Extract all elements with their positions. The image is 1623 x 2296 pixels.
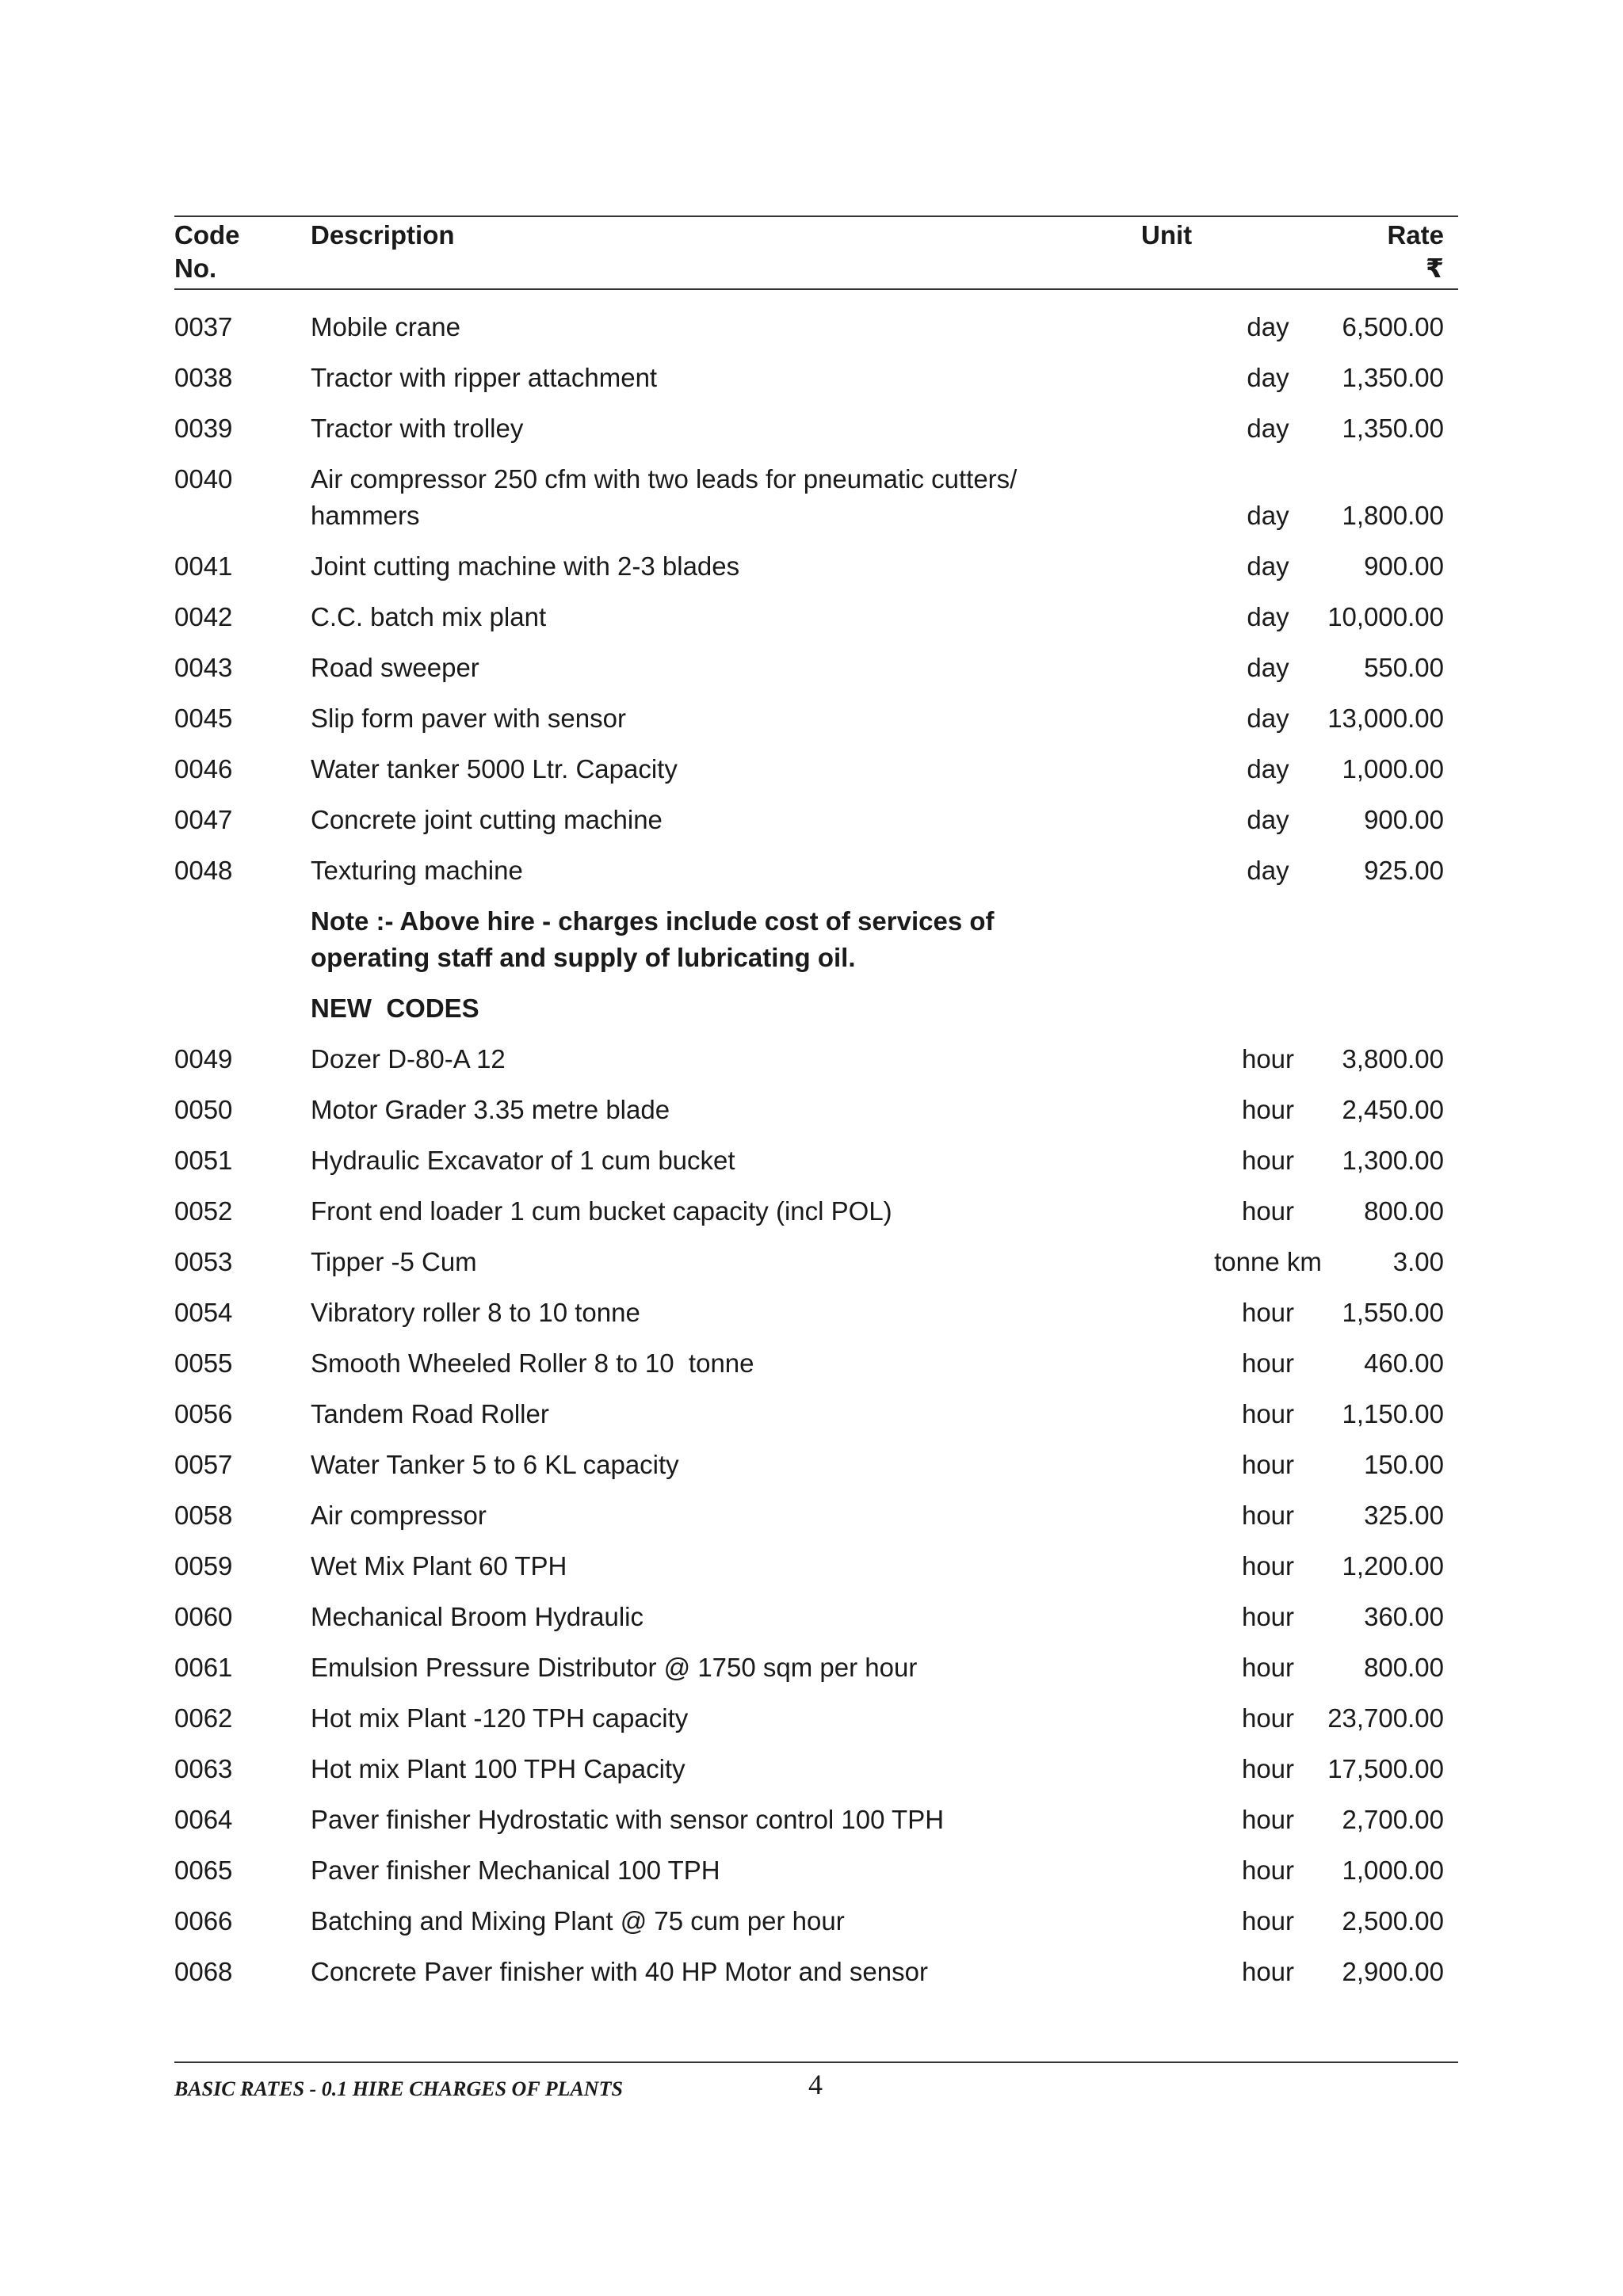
table-row xyxy=(174,751,1458,802)
table-row xyxy=(174,1345,1458,1396)
cell-rate: 800.00 xyxy=(1364,1653,1444,1682)
table-row xyxy=(174,1751,1458,1802)
cell-description: Paver finisher Hydrostatic with sensor control 100 TPH xyxy=(311,1805,945,1834)
header-unit: Unit xyxy=(1141,220,1193,250)
note-line2: operating staff and supply of lubricating oil. xyxy=(311,943,856,972)
cell-code: 0065 xyxy=(174,1855,233,1885)
table-row xyxy=(174,1700,1458,1751)
cell-rate: 6,500.00 xyxy=(1342,312,1444,341)
cell-rate: 900.00 xyxy=(1364,551,1444,581)
cell-description: Texturing machine xyxy=(311,856,523,885)
cell-code: 0049 xyxy=(174,1044,233,1074)
cell-unit: day xyxy=(1247,501,1289,530)
cell-description-line1: Air compressor 250 cfm with two leads for pneumatic cutters/ xyxy=(311,464,1018,494)
cell-description: Smooth Wheeled Roller 8 to 10 tonne xyxy=(311,1348,754,1378)
cell-code: 0042 xyxy=(174,602,233,631)
cell-description: Dozer D-80-A 12 xyxy=(311,1044,506,1074)
page-number: 4 xyxy=(808,2069,823,2100)
cell-description: Paver finisher Mechanical 100 TPH xyxy=(311,1855,720,1885)
table-body xyxy=(174,309,1458,2004)
cell-unit: hour xyxy=(1241,1196,1295,1226)
cell-unit: hour xyxy=(1241,1855,1295,1885)
cell-description: C.C. batch mix plant xyxy=(311,602,547,631)
cell-rate: 1,350.00 xyxy=(1342,363,1444,392)
cell-description: Tractor with trolley xyxy=(311,414,524,443)
table-row xyxy=(174,1447,1458,1497)
table-row xyxy=(174,650,1458,700)
cell-description: Mobile crane xyxy=(311,312,460,341)
cell-rate: 150.00 xyxy=(1364,1450,1444,1479)
cell-description xyxy=(311,461,1198,534)
header-rate-label: Rate xyxy=(1387,220,1444,250)
cell-unit: hour xyxy=(1241,1298,1295,1327)
header-code-line2: No. xyxy=(174,254,217,283)
cell-rate: 1,300.00 xyxy=(1342,1146,1444,1175)
table-row xyxy=(174,1548,1458,1599)
cell-rate: 2,900.00 xyxy=(1342,1957,1444,1986)
cell-description: Tractor with ripper attachment xyxy=(311,363,658,392)
cell-unit: hour xyxy=(1241,1805,1295,1834)
cell-code: 0041 xyxy=(174,551,233,581)
cell-rate: 1,000.00 xyxy=(1342,754,1444,784)
cell-rate: 1,150.00 xyxy=(1342,1399,1444,1428)
cell-description: Hot mix Plant -120 TPH capacity xyxy=(311,1703,689,1733)
cell-description: Tandem Road Roller xyxy=(311,1399,549,1428)
cell-description: Hydraulic Excavator of 1 cum bucket xyxy=(311,1146,735,1175)
footer-rule xyxy=(174,2061,1458,2063)
table-row xyxy=(174,1244,1458,1295)
cell-code: 0047 xyxy=(174,805,233,834)
cell-unit: day xyxy=(1247,602,1289,631)
cell-code: 0043 xyxy=(174,653,233,682)
new-codes-rows xyxy=(174,1041,1458,2004)
table-row xyxy=(174,461,1458,548)
cell-rate: 3.00 xyxy=(1392,1247,1444,1276)
cell-code: 0050 xyxy=(174,1095,233,1124)
cell-code: 0051 xyxy=(174,1146,233,1175)
cell-rate: 900.00 xyxy=(1364,805,1444,834)
cell-unit: day xyxy=(1247,805,1289,834)
cell-unit: day xyxy=(1247,414,1289,443)
cell-rate: 2,500.00 xyxy=(1342,1906,1444,1936)
cell-rate: 17,500.00 xyxy=(1327,1754,1444,1783)
cell-unit: hour xyxy=(1241,1957,1295,1986)
cell-description: Motor Grader 3.35 metre blade xyxy=(311,1095,670,1124)
cell-code: 0060 xyxy=(174,1602,233,1631)
cell-code: 0037 xyxy=(174,312,233,341)
header-code-line1: Code xyxy=(174,220,240,250)
table-row xyxy=(174,1396,1458,1447)
cell-rate: 1,550.00 xyxy=(1342,1298,1444,1327)
table-row xyxy=(174,700,1458,751)
cell-rate: 460.00 xyxy=(1364,1348,1444,1378)
cell-unit: day xyxy=(1247,363,1289,392)
cell-rate: 1,800.00 xyxy=(1342,501,1444,530)
cell-unit: day xyxy=(1247,754,1289,784)
cell-unit: hour xyxy=(1241,1501,1295,1530)
table-row xyxy=(174,599,1458,650)
cell-code: 0048 xyxy=(174,856,233,885)
cell-description: Wet Mix Plant 60 TPH xyxy=(311,1551,567,1581)
cell-rate: 550.00 xyxy=(1364,653,1444,682)
cell-code: 0052 xyxy=(174,1196,233,1226)
cell-rate: 10,000.00 xyxy=(1327,602,1444,631)
header-rate xyxy=(1387,219,1444,285)
table-row xyxy=(174,1802,1458,1852)
table-row xyxy=(174,309,1458,360)
cell-unit: hour xyxy=(1241,1044,1295,1074)
cell-unit: day xyxy=(1247,653,1289,682)
cell-rate: 3,800.00 xyxy=(1342,1044,1444,1074)
table-row xyxy=(174,548,1458,599)
cell-rate: 1,350.00 xyxy=(1342,414,1444,443)
cell-description: Mechanical Broom Hydraulic xyxy=(311,1602,643,1631)
cell-code: 0062 xyxy=(174,1703,233,1733)
cell-description: Batching and Mixing Plant @ 75 cum per hour xyxy=(311,1906,845,1936)
cell-code: 0040 xyxy=(174,464,233,494)
cell-rate: 1,200.00 xyxy=(1342,1551,1444,1581)
table-row xyxy=(174,410,1458,461)
cell-unit: tonne km xyxy=(1214,1247,1322,1276)
table-row xyxy=(174,1142,1458,1193)
cell-description: Road sweeper xyxy=(311,653,479,682)
cell-description: Water Tanker 5 to 6 KL capacity xyxy=(311,1450,679,1479)
cell-description: Emulsion Pressure Distributor @ 1750 sqm per hour xyxy=(311,1653,918,1682)
cell-rate: 1,000.00 xyxy=(1342,1855,1444,1885)
cell-code: 0053 xyxy=(174,1247,233,1276)
new-codes-heading: NEW CODES xyxy=(311,994,479,1023)
header-description: Description xyxy=(311,220,455,250)
footer-title: BASIC RATES - 0.1 HIRE CHARGES OF PLANTS xyxy=(174,2077,623,2100)
cell-description: Concrete joint cutting machine xyxy=(311,805,663,834)
table-row xyxy=(174,1295,1458,1345)
cell-unit: day xyxy=(1247,312,1289,341)
cell-unit: day xyxy=(1247,704,1289,733)
cell-code: 0058 xyxy=(174,1501,233,1530)
cell-rate: 2,700.00 xyxy=(1342,1805,1444,1834)
cell-unit: hour xyxy=(1241,1754,1295,1783)
cell-unit: hour xyxy=(1241,1703,1295,1733)
cell-code: 0057 xyxy=(174,1450,233,1479)
cell-code: 0039 xyxy=(174,414,233,443)
cell-description: Vibratory roller 8 to 10 tonne xyxy=(311,1298,640,1327)
cell-code: 0064 xyxy=(174,1805,233,1834)
cell-description: Concrete Paver finisher with 40 HP Motor and sensor xyxy=(311,1957,928,1986)
hire-charges-note xyxy=(311,903,1198,976)
cell-code: 0063 xyxy=(174,1754,233,1783)
table-row xyxy=(174,1954,1458,2004)
note-row xyxy=(174,903,1458,990)
table-row xyxy=(174,1092,1458,1142)
cell-unit: hour xyxy=(1241,1348,1295,1378)
cell-rate: 925.00 xyxy=(1364,856,1444,885)
cell-description: Tipper -5 Cum xyxy=(311,1247,477,1276)
cell-rate: 360.00 xyxy=(1364,1602,1444,1631)
cell-code: 0046 xyxy=(174,754,233,784)
header-code xyxy=(174,219,269,285)
cell-unit: hour xyxy=(1241,1602,1295,1631)
cell-rate: 23,700.00 xyxy=(1327,1703,1444,1733)
table-row xyxy=(174,1599,1458,1650)
cell-unit: hour xyxy=(1241,1906,1295,1936)
cell-unit: hour xyxy=(1241,1551,1295,1581)
table-row xyxy=(174,1650,1458,1700)
cell-rate: 325.00 xyxy=(1364,1501,1444,1530)
table-row xyxy=(174,1193,1458,1244)
table-header xyxy=(174,215,1458,288)
cell-unit: hour xyxy=(1241,1450,1295,1479)
table-row xyxy=(174,1852,1458,1903)
cell-unit: day xyxy=(1247,856,1289,885)
table-row xyxy=(174,1497,1458,1548)
rupee-icon: ₹ xyxy=(1426,254,1444,283)
table-row xyxy=(174,802,1458,852)
cell-rate: 2,450.00 xyxy=(1342,1095,1444,1124)
cell-unit: hour xyxy=(1241,1095,1295,1124)
table-row xyxy=(174,1903,1458,1954)
table-row xyxy=(174,1041,1458,1092)
cell-unit: hour xyxy=(1241,1653,1295,1682)
cell-code: 0045 xyxy=(174,704,233,733)
cell-description: Slip form paver with sensor xyxy=(311,704,626,733)
cell-code: 0055 xyxy=(174,1348,233,1378)
cell-description: Water tanker 5000 Ltr. Capacity xyxy=(311,754,678,784)
cell-code: 0054 xyxy=(174,1298,233,1327)
cell-unit: hour xyxy=(1241,1146,1295,1175)
cell-unit: hour xyxy=(1241,1399,1295,1428)
cell-code: 0059 xyxy=(174,1551,233,1581)
cell-unit: day xyxy=(1247,551,1289,581)
cell-code: 0038 xyxy=(174,363,233,392)
cell-description: Joint cutting machine with 2-3 blades xyxy=(311,551,740,581)
new-codes-heading-row xyxy=(174,990,1458,1041)
header-bottom-rule xyxy=(174,288,1458,290)
cell-description-line2: hammers xyxy=(311,501,420,530)
cell-code: 0061 xyxy=(174,1653,233,1682)
cell-code: 0068 xyxy=(174,1957,233,1986)
table-row xyxy=(174,360,1458,410)
cell-description: Hot mix Plant 100 TPH Capacity xyxy=(311,1754,685,1783)
cell-description: Air compressor xyxy=(311,1501,487,1530)
cell-rate: 800.00 xyxy=(1364,1196,1444,1226)
table-row xyxy=(174,852,1458,903)
cell-code: 0066 xyxy=(174,1906,233,1936)
note-line1: Note :- Above hire - charges include cost of services of xyxy=(311,906,995,936)
cell-rate: 13,000.00 xyxy=(1327,704,1444,733)
cell-description: Front end loader 1 cum bucket capacity (incl POL) xyxy=(311,1196,892,1226)
cell-code: 0056 xyxy=(174,1399,233,1428)
